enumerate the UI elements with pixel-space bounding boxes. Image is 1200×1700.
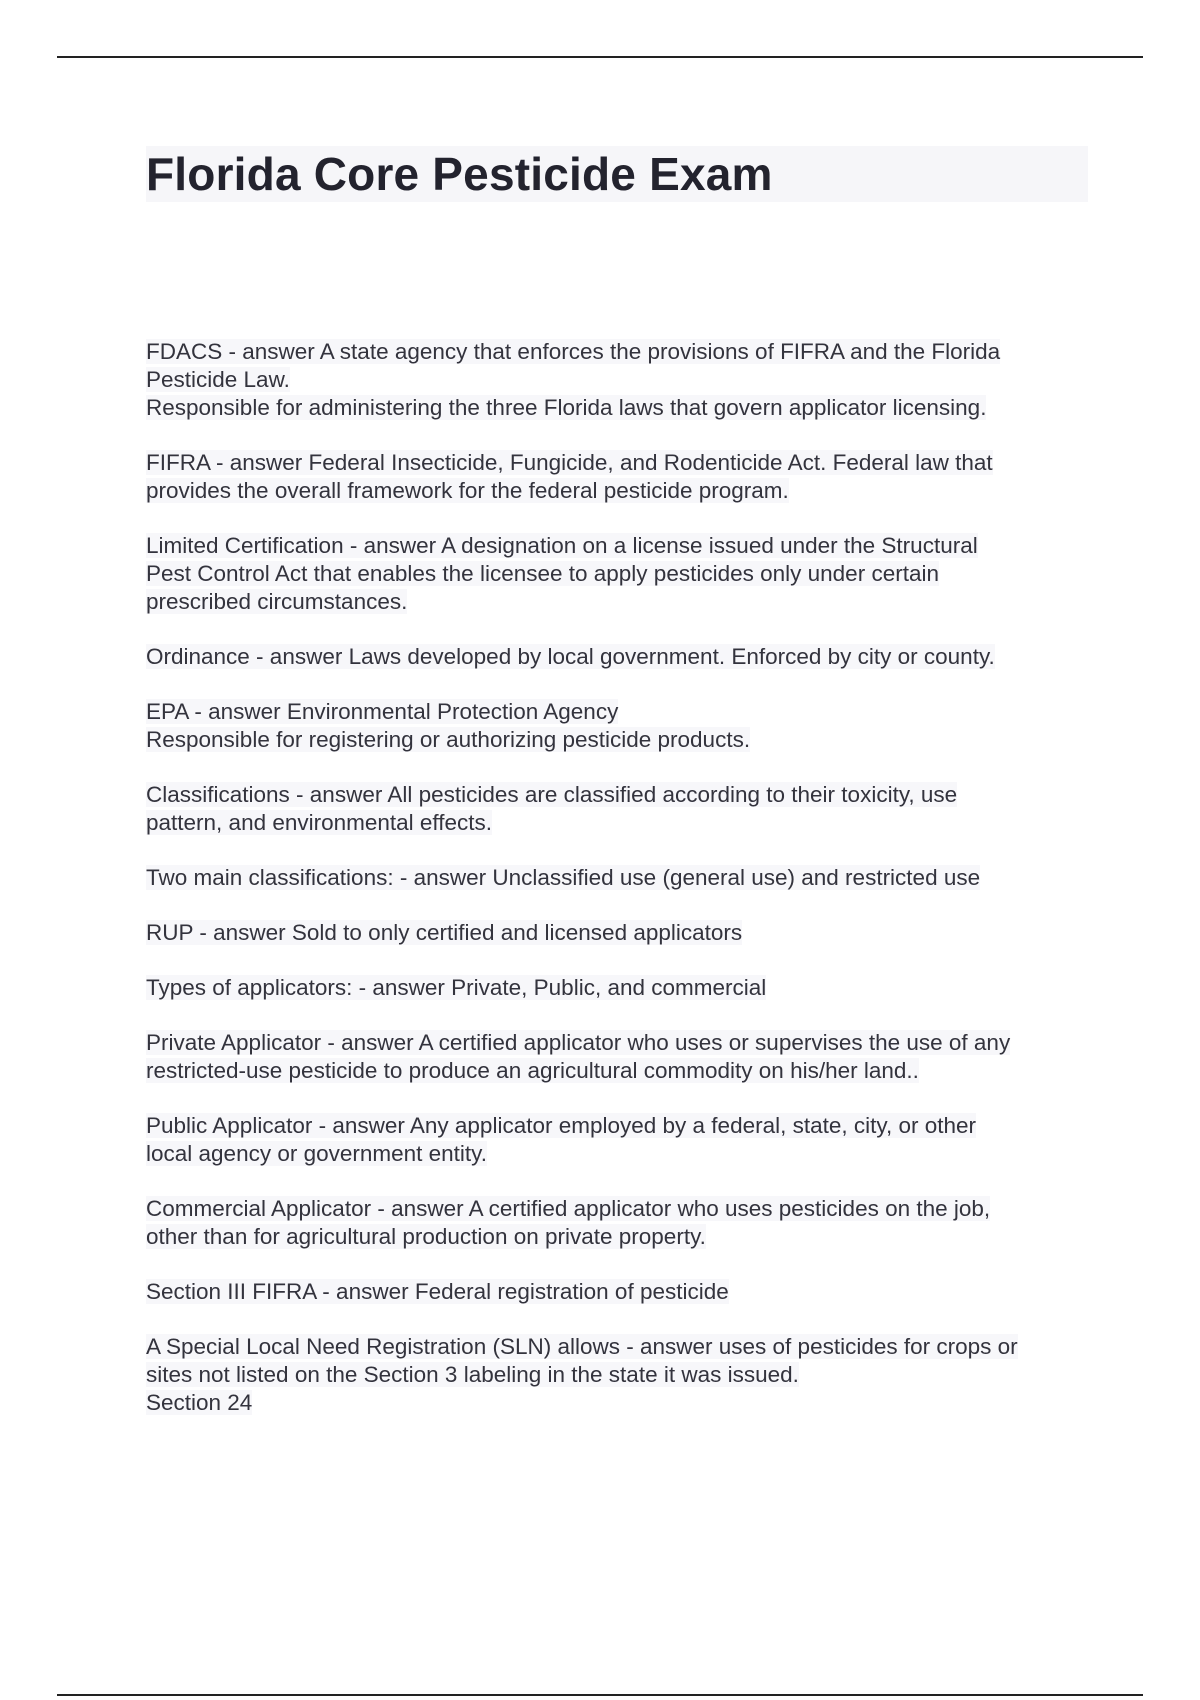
list-item xyxy=(146,974,1096,1002)
entry-text: Ordinance - answer Laws developed by local government. Enforced by city or county. xyxy=(146,644,995,669)
bottom-rule xyxy=(57,1694,1143,1696)
entry-text: A Special Local Need Registration (SLN) allows - answer uses of pesticides for crops or sites not listed on the Section 3 labeling in the state it was issued. Section 24 xyxy=(146,1334,1018,1415)
list-item xyxy=(146,1029,1096,1085)
list-item xyxy=(146,1333,1096,1417)
flashcard-list xyxy=(146,338,1096,1444)
entry-text: Classifications - answer All pesticides are classified according to their toxicity, use pattern, and environmental effects. xyxy=(146,782,958,835)
entry-text: FDACS - answer A state agency that enforces the provisions of FIFRA and the Florida Pesticide Law. Responsible for administering the three Florida laws that govern applicator licensing. xyxy=(146,339,1001,420)
entry-text: Types of applicators: - answer Private, Public, and commercial xyxy=(146,975,767,1000)
entry-text: Two main classifications: - answer Unclassified use (general use) and restricted use xyxy=(146,865,981,890)
entry-text: Private Applicator - answer A certified applicator who uses or supervises the use of any restricted-use pesticide to produce an agricultural commodity on his/her land.. xyxy=(146,1030,1011,1083)
list-item xyxy=(146,449,1096,505)
list-item xyxy=(146,781,1096,837)
list-item xyxy=(146,698,1096,754)
entry-text: FIFRA - answer Federal Insecticide, Fungicide, and Rodenticide Act. Federal law that provides the overall framework for the federal pesticide program. xyxy=(146,450,993,503)
entry-text: Section III FIFRA - answer Federal registration of pesticide xyxy=(146,1279,729,1304)
page-title: Florida Core Pesticide Exam xyxy=(146,148,773,200)
list-item xyxy=(146,1278,1096,1306)
list-item xyxy=(146,643,1096,671)
list-item xyxy=(146,532,1096,616)
list-item xyxy=(146,864,1096,892)
entry-text: EPA - answer Environmental Protection Agency Responsible for registering or authorizing pesticide products. xyxy=(146,699,751,752)
list-item xyxy=(146,1112,1096,1168)
list-item xyxy=(146,1195,1096,1251)
entry-text: Public Applicator - answer Any applicator employed by a federal, state, city, or other local agency or government entity. xyxy=(146,1113,977,1166)
list-item xyxy=(146,919,1096,947)
entry-text: Limited Certification - answer A designation on a license issued under the Structural Pest Control Act that enables the licensee to apply pesticides only under certain prescribed circumstances. xyxy=(146,533,978,614)
entry-text: Commercial Applicator - answer A certified applicator who uses pesticides on the job, other than for agricultural production on private property. xyxy=(146,1196,991,1249)
top-rule xyxy=(57,56,1143,58)
title-block xyxy=(146,146,1088,202)
list-item xyxy=(146,338,1096,422)
entry-text: RUP - answer Sold to only certified and licensed applicators xyxy=(146,920,743,945)
